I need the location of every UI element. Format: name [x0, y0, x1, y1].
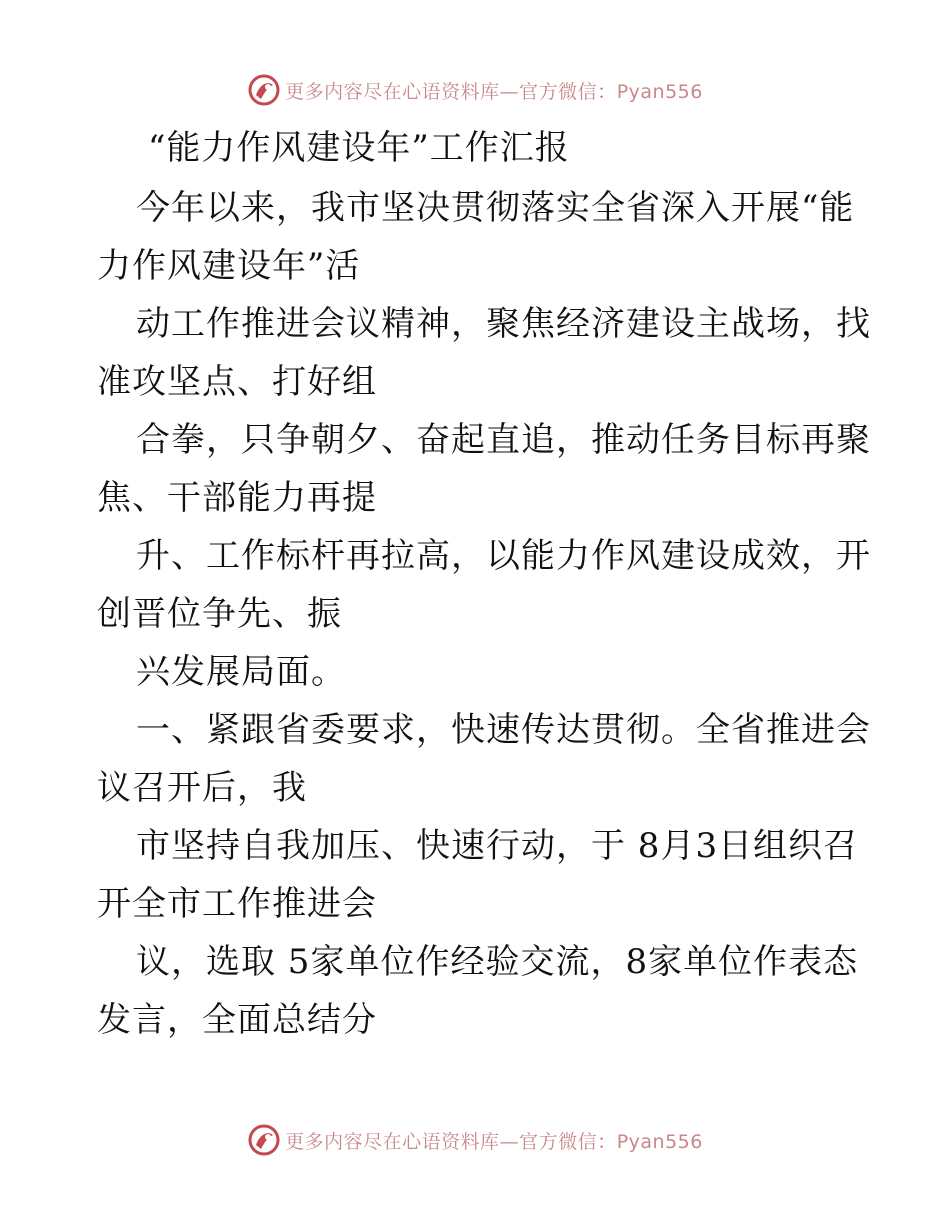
watermark-text	[285, 1127, 703, 1154]
text-line: 升、工作标杆再拉高，以能力作风建设成效，开	[136, 536, 871, 576]
text-line: 动工作推进会议精神，聚焦经济建设主战场，找	[136, 304, 871, 344]
text-line: 议召开后，我	[97, 768, 307, 808]
text-line: 焦、干部能力再提	[97, 478, 377, 518]
watermark-dash: —	[499, 80, 520, 103]
footer-watermark	[0, 1120, 950, 1160]
watermark-account: Pyan556	[616, 1130, 703, 1153]
header-watermark	[0, 70, 950, 110]
text-line: 兴发展局面。	[136, 652, 346, 692]
watermark-colon: ：	[597, 1130, 617, 1153]
document-title: “能力作风建设年”工作汇报	[148, 128, 570, 168]
watermark-label: 官方微信	[519, 80, 598, 103]
text-line: 力作风建设年”活	[97, 246, 361, 286]
brand-logo-icon	[247, 73, 281, 107]
text-line: 今年以来，我市坚决贯彻落实全省深入开展“能	[136, 188, 855, 228]
watermark-label: 官方微信	[519, 1130, 598, 1153]
watermark-account: Pyan556	[616, 80, 703, 103]
text-line: 合拳，只争朝夕、奋起直追，推动任务目标再聚	[136, 420, 871, 460]
watermark-brand: 更多内容尽在心语资料库	[285, 80, 500, 103]
watermark-colon: ：	[597, 80, 617, 103]
text-line: 议，选取 5家单位作经验交流，8家单位作表态	[136, 942, 859, 982]
watermark-dash: —	[499, 1130, 520, 1153]
brand-logo-icon	[247, 1123, 281, 1157]
watermark-brand: 更多内容尽在心语资料库	[285, 1130, 500, 1153]
text-line: 开全市工作推进会	[97, 884, 377, 924]
text-line: 一、紧跟省委要求，快速传达贯彻。全省推进会	[136, 710, 871, 750]
text-line: 创晋位争先、振	[97, 594, 342, 634]
text-line: 发言，全面总结分	[97, 1000, 377, 1040]
text-line: 市坚持自我加压、快速行动，于 8月3日组织召	[136, 826, 859, 866]
text-line: 准攻坚点、打好组	[97, 362, 377, 402]
watermark-text	[285, 77, 703, 104]
